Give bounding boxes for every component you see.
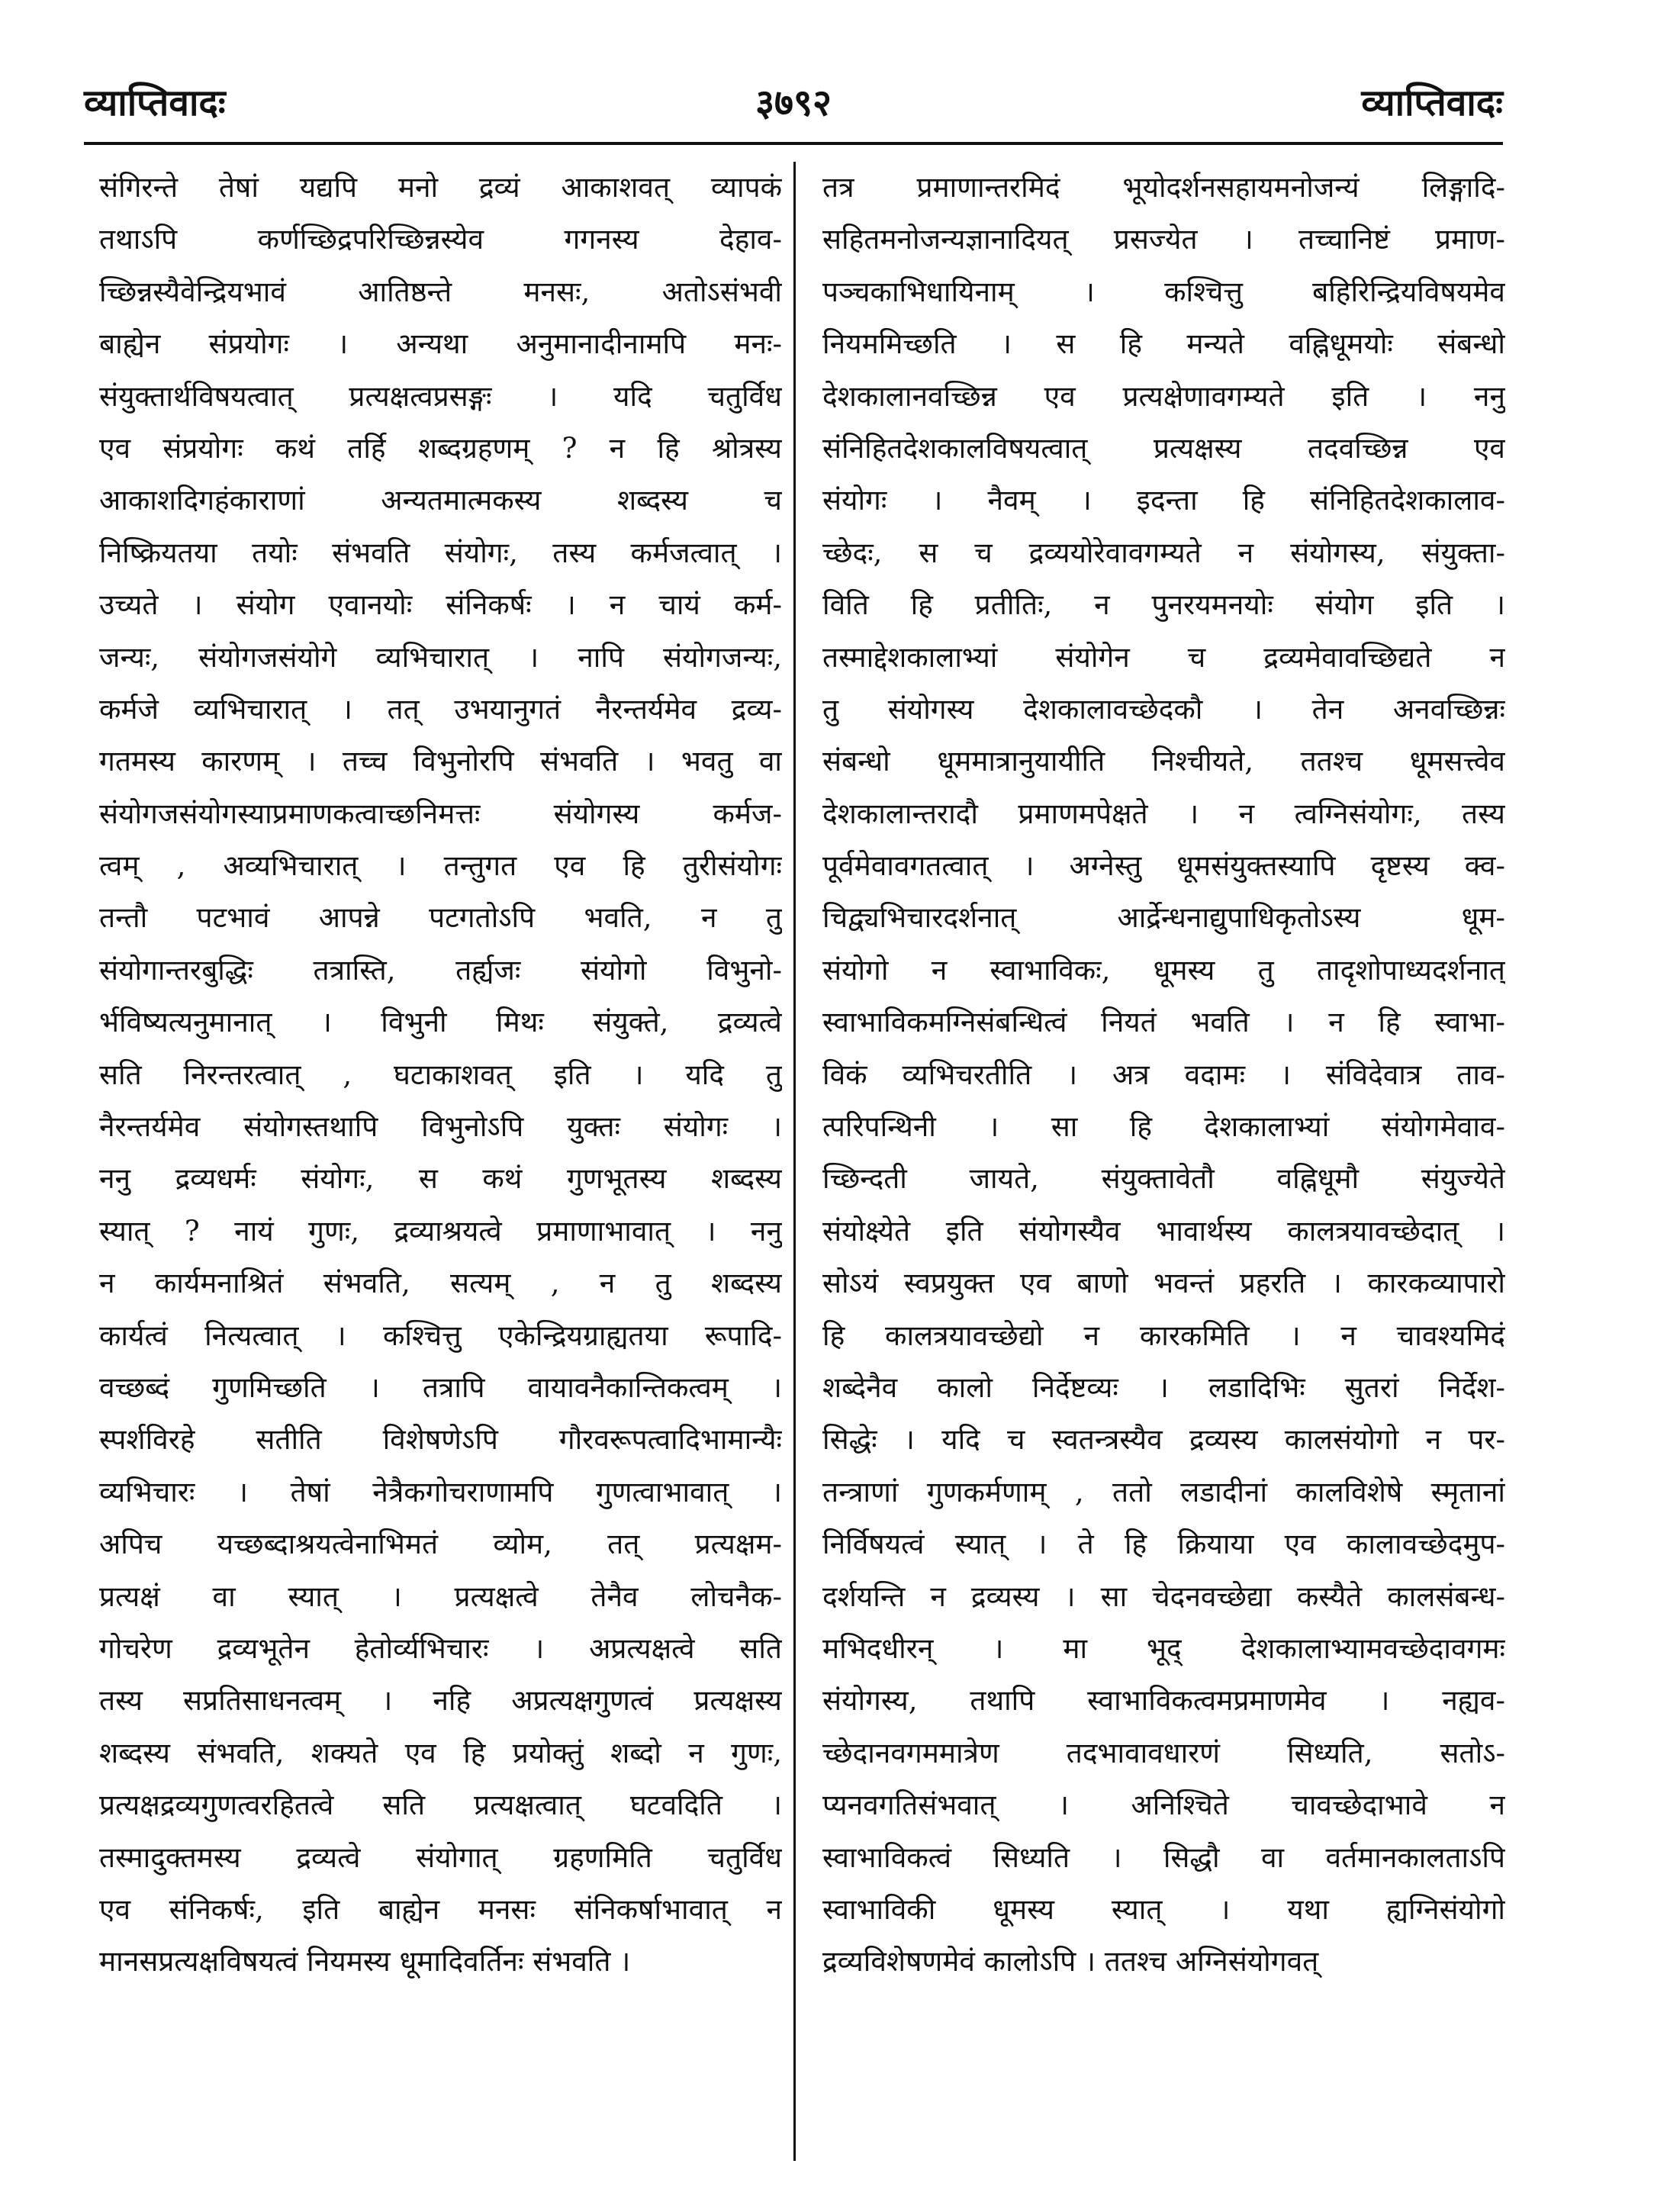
- text-line: सति निरन्तरत्वात् , घटाकाशवत् इति । यदि तु: [99, 1058, 782, 1091]
- text-line: स्पर्शविरहे सतीति विशेषणेऽपि गौरवरूपत्वादिभामान्यैः: [99, 1423, 782, 1457]
- text-line: संयोगो न स्वाभाविकः, धूमस्य तु तादृशोपाध्यदर्शनात्: [822, 953, 1505, 987]
- text-line: र्भविष्यत्यनुमानात् । विभुनी मिथः संयुक्ते, द्रव्यत्वे: [99, 1006, 782, 1039]
- text-line: शब्दस्य संभवति, शक्यते एव हि प्रयोक्तुं शब्दो न गुणः,: [99, 1736, 782, 1769]
- text-line: मभिदधीरन् । मा भूद् देशकालाभ्यामवच्छेदावगमः: [822, 1631, 1505, 1665]
- running-title-left: व्याप्तिवादः: [84, 82, 226, 124]
- text-line: प्रत्यक्षं वा स्यात् । प्रत्यक्षत्वे तेनैव लोचनैक-: [99, 1579, 782, 1613]
- text-line: तन्त्राणां गुणकर्मणाम् , ततो लडादीनां कालविशेषे स्मृतानां: [822, 1475, 1505, 1508]
- text-line: तस्य सप्रतिसाधनत्वम् । नहि अप्रत्यक्षगुणत्वं प्रत्यक्षस्य: [99, 1684, 782, 1718]
- text-line: द्रव्यविशेषणमेवं कालोऽपि । ततश्च अग्निसंयोगवत्: [822, 1945, 1319, 1979]
- text-line: संबन्धो धूममात्रानुयायीति निश्चीयते, ततश्च धूमसत्त्वेव: [822, 745, 1505, 778]
- text-line: तत्र प्रमाणान्तरमिदं भूयोदर्शनसहायमनोजन्यं लिङ्गादि-: [822, 171, 1505, 204]
- text-line: बाह्येन संप्रयोगः । अन्यथा अनुमानादीनामपि मनः-: [99, 327, 782, 361]
- text-line: पूर्वमेवावगतत्वात् । अग्नेस्तु धूमसंयुक्तस्यापि दृष्टस्य क्व-: [822, 849, 1505, 883]
- text-line: मानसप्रत्यक्षविषयत्वं नियमस्य धूमादिवर्तिनः संभवति ।: [99, 1945, 631, 1979]
- text-line: तन्तौ पटभावं आपन्ने पटगतोऽपि भवति, न तु: [99, 901, 782, 935]
- text-line: हि कालत्रयावच्छेद्यो न कारकमिति । न चावश्यमिदं: [822, 1319, 1505, 1352]
- text-line: स्वाभाविकमग्निसंबन्धित्वं नियतं भवति । न हि स्वाभा-: [822, 1006, 1505, 1039]
- text-line: प्रत्यक्षद्रव्यगुणत्वरहितत्वे सति प्रत्यक्षत्वात् घटवदिति ।: [99, 1789, 782, 1822]
- text-line: ननु द्रव्यधर्मः संयोगः, स कथं गुणभूतस्य शब्दस्य: [99, 1162, 782, 1196]
- page-header: [84, 75, 1503, 131]
- text-line: गोचरेण द्रव्यभूतेन हेतोर्व्यभिचारः । अप्रत्यक्षत्वे सति: [99, 1631, 782, 1665]
- text-line: एव संनिकर्षः, इति बाह्येन मनसः संनिकर्षाभावात् न: [99, 1892, 782, 1926]
- text-line: प्यनवगतिसंभवात् । अनिश्चिते चावच्छेदाभावे न: [822, 1789, 1505, 1822]
- text-line: निर्विषयत्वं स्यात् । ते हि क्रियाया एव कालावच्छेदमुप-: [822, 1528, 1505, 1561]
- text-line: संयोक्ष्येते इति संयोगस्यैव भावार्थस्य कालत्रयावच्छेदात् ।: [822, 1214, 1505, 1248]
- text-line: च्छेदानवगममात्रेण तदभावावधारणं सिध्यति, सतोऽ-: [822, 1736, 1505, 1769]
- text-line: संयोगान्तरबुद्धिः तत्रास्ति, तर्ह्यजः संयोगो विभुनो-: [99, 953, 782, 987]
- text-line: पञ्चकाभिधायिनाम् । कश्चित्तु बहिरिन्द्रियविषयमेव: [822, 275, 1505, 308]
- text-line: संनिहितदेशकालविषयत्वात् प्रत्यक्षस्य तदवच्छिन्न एव: [822, 431, 1505, 465]
- right-column: [822, 162, 1505, 2176]
- text-line: संगिरन्ते तेषां यद्यपि मनो द्रव्यं आकाशवत् व्यापकं: [99, 171, 782, 204]
- text-line: तथाऽपि कर्णच्छिद्रपरिच्छिन्नस्येव गगनस्य देहाव-: [99, 223, 782, 256]
- text-line: च्छेदः, स च द्रव्ययोरेवावगम्यते न संयोगस्य, संयुक्ता-: [822, 536, 1505, 569]
- text-line: त्वम् , अव्यभिचारात् । तन्तुगत एव हि तुरीसंयोगः: [99, 849, 782, 883]
- page-number: ३७९२: [755, 82, 832, 124]
- text-line: कार्यत्वं नित्यत्वात् । कश्चित्तु एकेन्द्रियग्राह्यतया रूपादि-: [99, 1319, 782, 1352]
- text-line: व्यभिचारः । तेषां नेत्रैकगोचराणामपि गुणत्वाभावात् ।: [99, 1475, 782, 1508]
- text-line: उच्यते । संयोग एवानयोः संनिकर्षः । न चायं कर्म-: [99, 588, 782, 622]
- text-line: गतमस्य कारणम् । तच्च विभुनोरपि संभवति । भवतु वा: [99, 745, 782, 778]
- running-title-right: व्याप्तिवादः: [1361, 82, 1503, 124]
- text-line: नैरन्तर्यमेव संयोगस्तथापि विभुनोऽपि युक्तः संयोगः ।: [99, 1110, 782, 1144]
- text-line: सहितमनोजन्यज्ञानादियत् प्रसज्येत । तच्चानिष्टं प्रमाण-: [822, 223, 1505, 256]
- text-line: न कार्यमनाश्रितं संभवति, सत्यम् , न तु शब्दस्य: [99, 1267, 782, 1300]
- text-line: शब्देनैव कालो निर्देष्टव्यः । लडादिभिः सुतरां निर्देश-: [822, 1370, 1505, 1404]
- column-divider: [793, 162, 796, 2161]
- left-column: [99, 162, 782, 2176]
- text-line: एव संप्रयोगः कथं तर्हि शब्दग्रहणम् ? न हि श्रोत्रस्य: [99, 431, 782, 465]
- text-line: स्वाभाविकी धूमस्य स्यात् । यथा ह्यग्निसंयोगो: [822, 1892, 1505, 1926]
- text-line: नियममिच्छति । स हि मन्यते वह्निधूमयोः संबन्धो: [822, 327, 1505, 361]
- text-line: वच्छब्दं गुणमिच्छति । तत्रापि वायावनैकान्तिकत्वम् ।: [99, 1370, 782, 1404]
- text-line: देशकालान्तरादौ प्रमाणमपेक्षते । न त्वग्निसंयोगः, तस्य: [822, 797, 1505, 830]
- text-line: सिद्धेः । यदि च स्वतन्त्रस्यैव द्रव्यस्य कालसंयोगो न पर-: [822, 1423, 1505, 1457]
- text-line: स्यात् ? नायं गुणः, द्रव्याश्रयत्वे प्रमाणाभावात् । ननु: [99, 1214, 782, 1248]
- text-line: विति हि प्रतीतिः, न पुनरयमनयोः संयोग इति ।: [822, 588, 1505, 622]
- text-line: निष्क्रियतया तयोः संभवति संयोगः, तस्य कर्मजत्वात् ।: [99, 536, 782, 569]
- text-line: स्वाभाविकत्वं सिध्यति । सिद्धौ वा वर्तमानकालताऽपि: [822, 1840, 1505, 1874]
- text-line: आकाशदिगहंकाराणां अन्यतमात्मकस्य शब्दस्य च: [99, 484, 782, 517]
- text-line: सोऽयं स्वप्रयुक्त एव बाणो भवन्तं प्रहरति । कारकव्यापारो: [822, 1267, 1505, 1300]
- text-line: तस्माद्देशकालाभ्यां संयोगेन च द्रव्यमेवावच्छिद्यते न: [822, 640, 1505, 674]
- text-line: कर्मजे व्यभिचारात् । तत् उभयानुगतं नैरन्तर्यमेव द्रव्य-: [99, 692, 782, 726]
- text-line: तस्मादुक्तमस्य द्रव्यत्वे संयोगात् ग्रहणमिति चतुर्विध: [99, 1840, 782, 1874]
- text-line: दर्शयन्ति न द्रव्यस्य । सा चेदनवच्छेद्या कस्यैते कालसंबन्ध-: [822, 1579, 1505, 1613]
- text-line: जन्यः, संयोगजसंयोगे व्यभिचारात् । नापि संयोगजन्यः,: [99, 640, 782, 674]
- header-rule: [84, 142, 1503, 145]
- text-line: संयोगः । नैवम् । इदन्ता हि संनिहितदेशकालाव-: [822, 484, 1505, 517]
- text-line: संयुक्तार्थविषयत्वात् प्रत्यक्षत्वप्रसङ्गः । यदि चतुर्विध: [99, 379, 782, 413]
- text-line: च्छिन्नस्यैवेन्द्रियभावं आतिष्ठन्ते मनसः, अतोऽसंभवी: [99, 275, 782, 308]
- text-line: संयोगजसंयोगस्याप्रमाणकत्वाच्छनिमत्तः संयोगस्य कर्मज-: [99, 797, 782, 830]
- text-line: संयोगस्य, तथापि स्वाभाविकत्वमप्रमाणमेव । नह्यव-: [822, 1684, 1505, 1718]
- text-line: तु संयोगस्य देशकालावच्छेदकौ । तेन अनवच्छिन्नः: [822, 692, 1505, 726]
- text-line: विकं व्यभिचरतीति । अत्र वदामः । संविदेवात्र ताव-: [822, 1058, 1505, 1091]
- text-line: त्परिपन्थिनी । सा हि देशकालाभ्यां संयोगमेवाव-: [822, 1110, 1505, 1144]
- text-line: देशकालानवच्छिन्न एव प्रत्यक्षेणावगम्यते इति । ननु: [822, 379, 1505, 413]
- text-line: च्छिन्दती जायते, संयुक्तावेतौ वह्निधूमौ संयुज्येते: [822, 1162, 1505, 1196]
- text-line: चिद्व्यभिचारदर्शनात् आर्द्रेन्धनाद्युपाधिकृतोऽस्य धूम-: [822, 901, 1505, 935]
- text-line: अपिच यच्छब्दाश्रयत्वेनाभिमतं व्योम, तत् प्रत्यक्षम-: [99, 1528, 782, 1561]
